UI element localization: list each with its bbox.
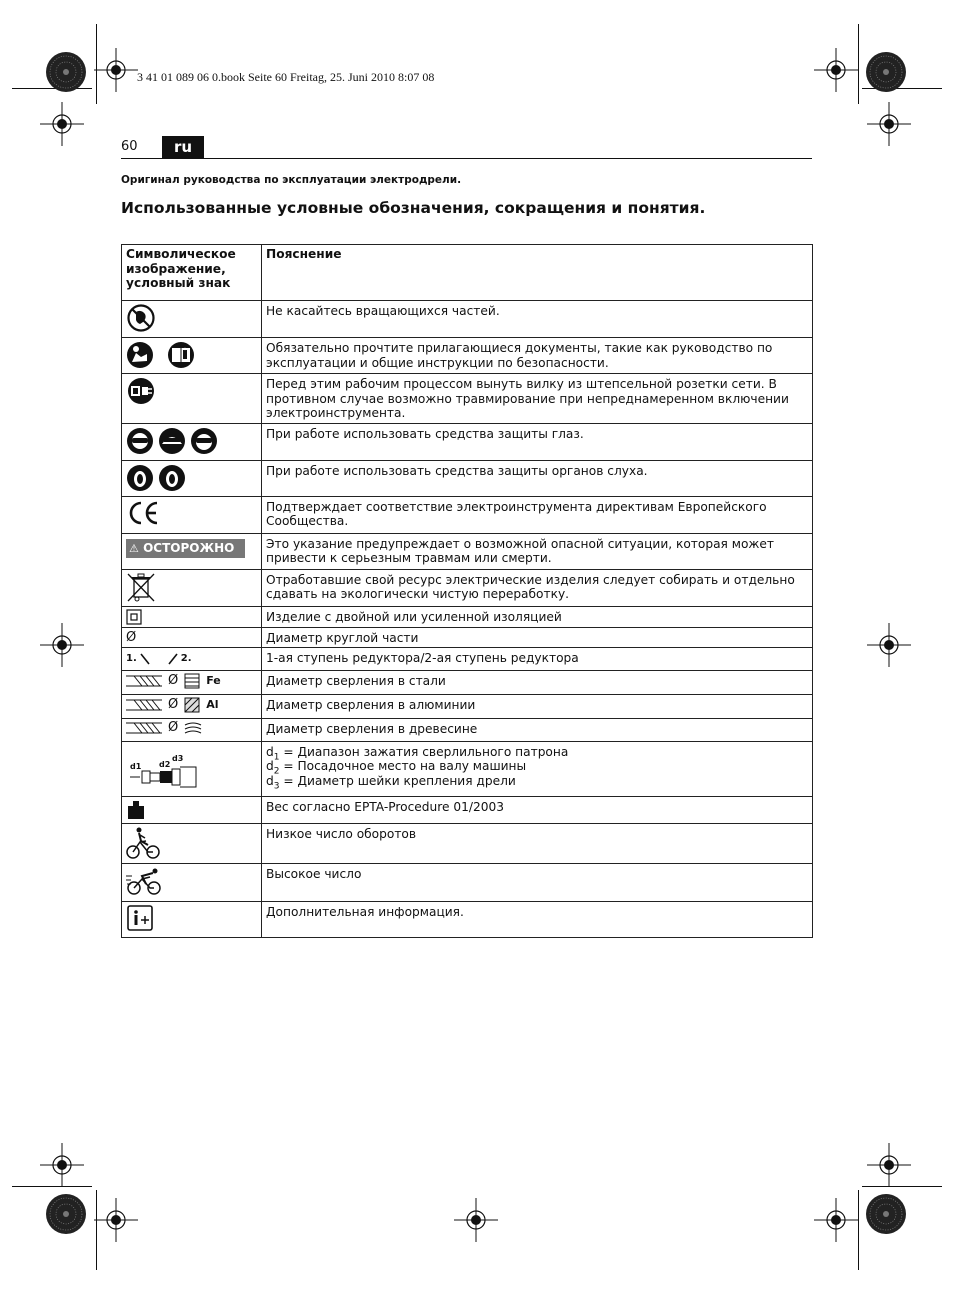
table-row [122,796,813,823]
table-row [122,627,813,648]
row-explanation: При работе использовать средства защиты органов слуха. [262,460,813,496]
ce-mark-icon [126,499,160,527]
warning-badge [126,539,245,559]
row-explanation: 1-ая ступень редуктора/2-ая ступень редуктора [262,648,813,671]
drill-bit-icon [126,674,162,688]
material-label: Fe [206,673,221,687]
row-explanation: Диаметр сверления в древесине [262,718,813,741]
aluminium-block-icon [184,697,200,713]
chuck-dimensions-icon [126,744,200,788]
ear-protection-icon [126,463,188,493]
chuck-explanations [262,741,813,796]
row-explanation: Диаметр сверления в стали [262,671,813,695]
table-row [122,496,813,533]
header-rule [121,158,812,159]
table-row [122,823,813,863]
row-explanation: Диаметр сверления в алюминии [262,695,813,719]
row-explanation: Изделие с двойной или усиленной изоляцией [262,606,813,627]
material-label: Al [206,697,219,711]
row-explanation: Обязательно прочтите прилагающиеся документы, такие как руководство по эксплуатации и общие инструкции по безопасности. [262,338,813,374]
bicycle-fast-icon [126,866,162,896]
read-manual-icon [126,340,201,370]
column-header-explanation: Пояснение [262,245,813,301]
table-row [122,338,813,374]
weight-icon [126,799,146,821]
table-row [122,533,813,569]
unplug-icon [126,376,156,406]
row-explanation: При работе использовать средства защиты глаз. [262,423,813,460]
diameter-symbol: Ø [168,672,179,688]
bicycle-slow-icon [126,826,160,860]
drill-wood-icon [126,721,202,736]
section-title: Использованные условные обозначения, сокращения и понятия. [121,199,706,217]
diameter-symbol: Ø [168,696,179,712]
table-header-row [122,245,813,301]
info-icon [126,904,154,932]
chuck-drawing-icon [126,744,200,788]
weee-bin-icon [126,572,156,603]
row-explanation: Отработавшие свой ресурс электрические изделия следует собирать и отдельно сдавать на экологически чистую переработку. [262,569,813,606]
row-explanation: Низкое число оборотов [262,823,813,863]
chuck-line-d2: $d_2$ = Посадочное место на валу машины [266,759,527,777]
warning-triangle-icon: ⚠ [129,541,139,555]
chuck-label-d2: d2 [159,759,171,769]
double-insulation-icon [126,609,142,625]
table-row [122,460,813,496]
gear-switch-icon [139,651,179,667]
wood-block-icon [184,721,202,735]
table-row [122,718,813,741]
table-row [122,901,813,937]
table-row [122,671,813,695]
diameter-icon: Ø [126,629,137,645]
chuck-label-d1: d1 [130,761,142,771]
gear-stage-2-label: 2. [180,653,192,664]
symbols-table [121,244,813,938]
print-info-line: 3 41 01 089 06 0.book Seite 60 Freitag, 25. Juni 2010 8:07 08 [137,70,435,84]
table-row [122,374,813,424]
row-explanation: Перед этим рабочим процессом вынуть вилку из штепсельной розетки сети. В противном случае возможно травмирование при непреднамеренном включении электроинструмента. [262,374,813,424]
language-tag: ru [162,136,204,158]
steel-block-icon [184,673,200,689]
table-row [122,695,813,719]
table-row [122,606,813,627]
table-row [122,648,813,671]
eye-protection-icon [126,426,218,456]
gear-stage-icon [126,651,192,667]
row-explanation: Это указание предупреждает о возможной опасной ситуации, которая может привести к серьезным травмам или смерти. [262,533,813,569]
chuck-line-d1: $d_1$ = Диапазон зажатия сверлильного патрона [266,744,569,762]
row-explanation: Дополнительная информация. [262,901,813,937]
drill-bit-icon [126,698,162,712]
row-explanation: Вес согласно EPTA-Procedure 01/2003 [262,796,813,823]
table-row [122,569,813,606]
drill-bit-icon [126,721,162,735]
table-row [122,863,813,901]
drill-aluminium-icon [126,697,219,713]
diameter-symbol: Ø [168,719,179,735]
warning-badge-label: ОСТОРОЖНО [143,540,235,555]
table-row [122,741,813,796]
table-row [122,423,813,460]
document-subtitle: Оригинал руководства по эксплуатации электродрели. [121,174,462,186]
column-header-symbol: Символическое изображение, условный знак [122,245,262,301]
page-number: 60 [121,139,138,154]
row-explanation: Диаметр круглой части [262,627,813,648]
chuck-label-d3: d3 [172,753,184,763]
row-explanation: Не касайтесь вращающихся частей. [262,301,813,338]
chuck-line-d3: $d_3$ = Диаметр шейки крепления дрели [266,773,516,791]
row-explanation: Подтверждает соответствие электроинструмента директивам Европейского Сообщества. [262,496,813,533]
row-explanation: Высокое число [262,863,813,901]
gear-stage-1-label: 1. [126,653,137,664]
table-row [122,301,813,338]
drill-steel-icon [126,673,221,689]
no-touch-rotating-icon [126,303,156,333]
